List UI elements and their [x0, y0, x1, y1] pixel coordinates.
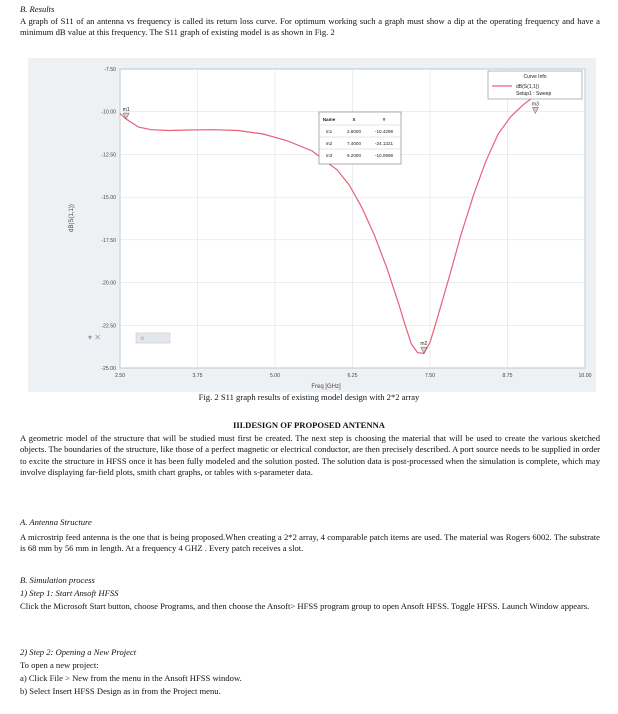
x-tick-label: 7.50	[424, 373, 436, 379]
legend-sub: Setup1 : Sweep	[516, 91, 552, 97]
simulation-heading: B. Simulation process	[20, 575, 95, 585]
x-tick-label: 8.75	[502, 373, 513, 379]
marker-table-cell: 9.2000	[346, 153, 362, 158]
y-tick-label: -25.00	[101, 366, 116, 372]
y-tick-label: -15.00	[101, 195, 116, 202]
x-tick-label: 6.25	[347, 373, 358, 379]
structure-paragraph: A microstrip feed antenna is the one that is being proposed.When creating a 2*2 array, 4 comparable patch items are used. The material was Rogers 6002. The substrate is 68 mm by 56 mm in length. At a frequency 4 GHZ . Every patch receives a slot.	[20, 532, 600, 554]
marker-table-cell: m1	[325, 129, 333, 134]
legend[interactable]	[488, 71, 582, 99]
marker-table-cell: -24.1321	[374, 141, 394, 146]
marker-table-cell: -10.4299	[374, 129, 394, 134]
x-tick-label: 5.00	[269, 373, 281, 379]
design-paragraph: A geometric model of the structure that will be studied must first be created. The next step is choosing the material that will be used to create the various sketched objects. The boundaries of the structure, like those of a perfect magnetic or electrical conductor, are then precisely described. A port source needs to be supplied in order to excite the structure in HFSS once it has been fully modeled and the solution posted. The solution data is post-processed when the simulation is complete, which may involve displaying far-field plots, smith chart graphs, or tables with s-parameter data.	[20, 433, 600, 478]
results-paragraph: A graph of S11 of an antenna vs frequency is called its return loss curve. For optimum working such a graph must show a dip at the operating frequency and have a minimum dB value at this frequency. The S11 graph of existing model is as shown in Fig. 2	[20, 16, 600, 38]
marker-label: m2	[420, 341, 428, 348]
marker-table-header: Y	[382, 117, 386, 122]
marker-table-cell: 7.4000	[346, 141, 362, 146]
y-tick-label: -20.00	[101, 280, 116, 287]
x-tick-label: 3.75	[192, 373, 203, 379]
figure-caption: Fig. 2 S11 graph results of existing model design with 2*2 array	[198, 392, 420, 402]
legend-entry: dB(S(1,1))	[516, 84, 540, 90]
x-tick-label: 10.00	[578, 373, 592, 379]
legend-title: Curve Info	[523, 74, 547, 80]
x-tick-label: 2.50	[114, 373, 126, 379]
y-tick-label: -12.50	[101, 152, 116, 159]
x-axis-label: Freq [GHz]	[311, 384, 341, 390]
marker-table	[319, 112, 401, 164]
marker-table-cell: m2	[325, 141, 333, 146]
y-tick-label: -7.50	[104, 67, 116, 73]
marker-table-header: Name	[322, 117, 336, 122]
close-icon[interactable]: ▾ ✕	[88, 333, 101, 342]
gear-icon: ⚙	[140, 336, 145, 342]
structure-heading: A. Antenna Structure	[20, 517, 92, 527]
marker-label: m1	[122, 107, 130, 114]
marker-table-cell: -10.0999	[374, 153, 394, 158]
y-tick-label: -22.50	[101, 323, 116, 330]
y-tick-label: -17.50	[101, 237, 116, 244]
marker-table-cell: 2.6000	[346, 129, 362, 134]
results-heading: B. Results	[20, 4, 55, 14]
y-tick-label: -10.00	[101, 109, 116, 116]
marker-table-cell: m3	[325, 153, 333, 158]
step2-heading: 2) Step 2: Opening a New Project	[20, 647, 137, 657]
step2-item-a: a) Click File > New from the menu in the Ansoft HFSS window.	[20, 673, 242, 683]
marker-label: m3	[531, 101, 539, 108]
step2-item-b: b) Select Insert HFSS Design as in from the Project menu.	[20, 686, 221, 696]
s11-chart	[28, 58, 596, 392]
step2-intro: To open a new project:	[20, 660, 99, 670]
marker-table-header: X	[352, 117, 356, 122]
step1-heading: 1) Step 1: Start Ansoft HFSS	[20, 588, 119, 598]
section-heading: III.DESIGN OF PROPOSED ANTENNA	[232, 420, 385, 430]
y-axis-label: dB(S(1,1))	[69, 204, 75, 232]
step1-paragraph: Click the Microsoft Start button, choose Programs, and then choose the Ansoft> HFSS program group to open Ansoft HFSS. Toggle HFSS. Launch Window appears.	[20, 601, 590, 611]
